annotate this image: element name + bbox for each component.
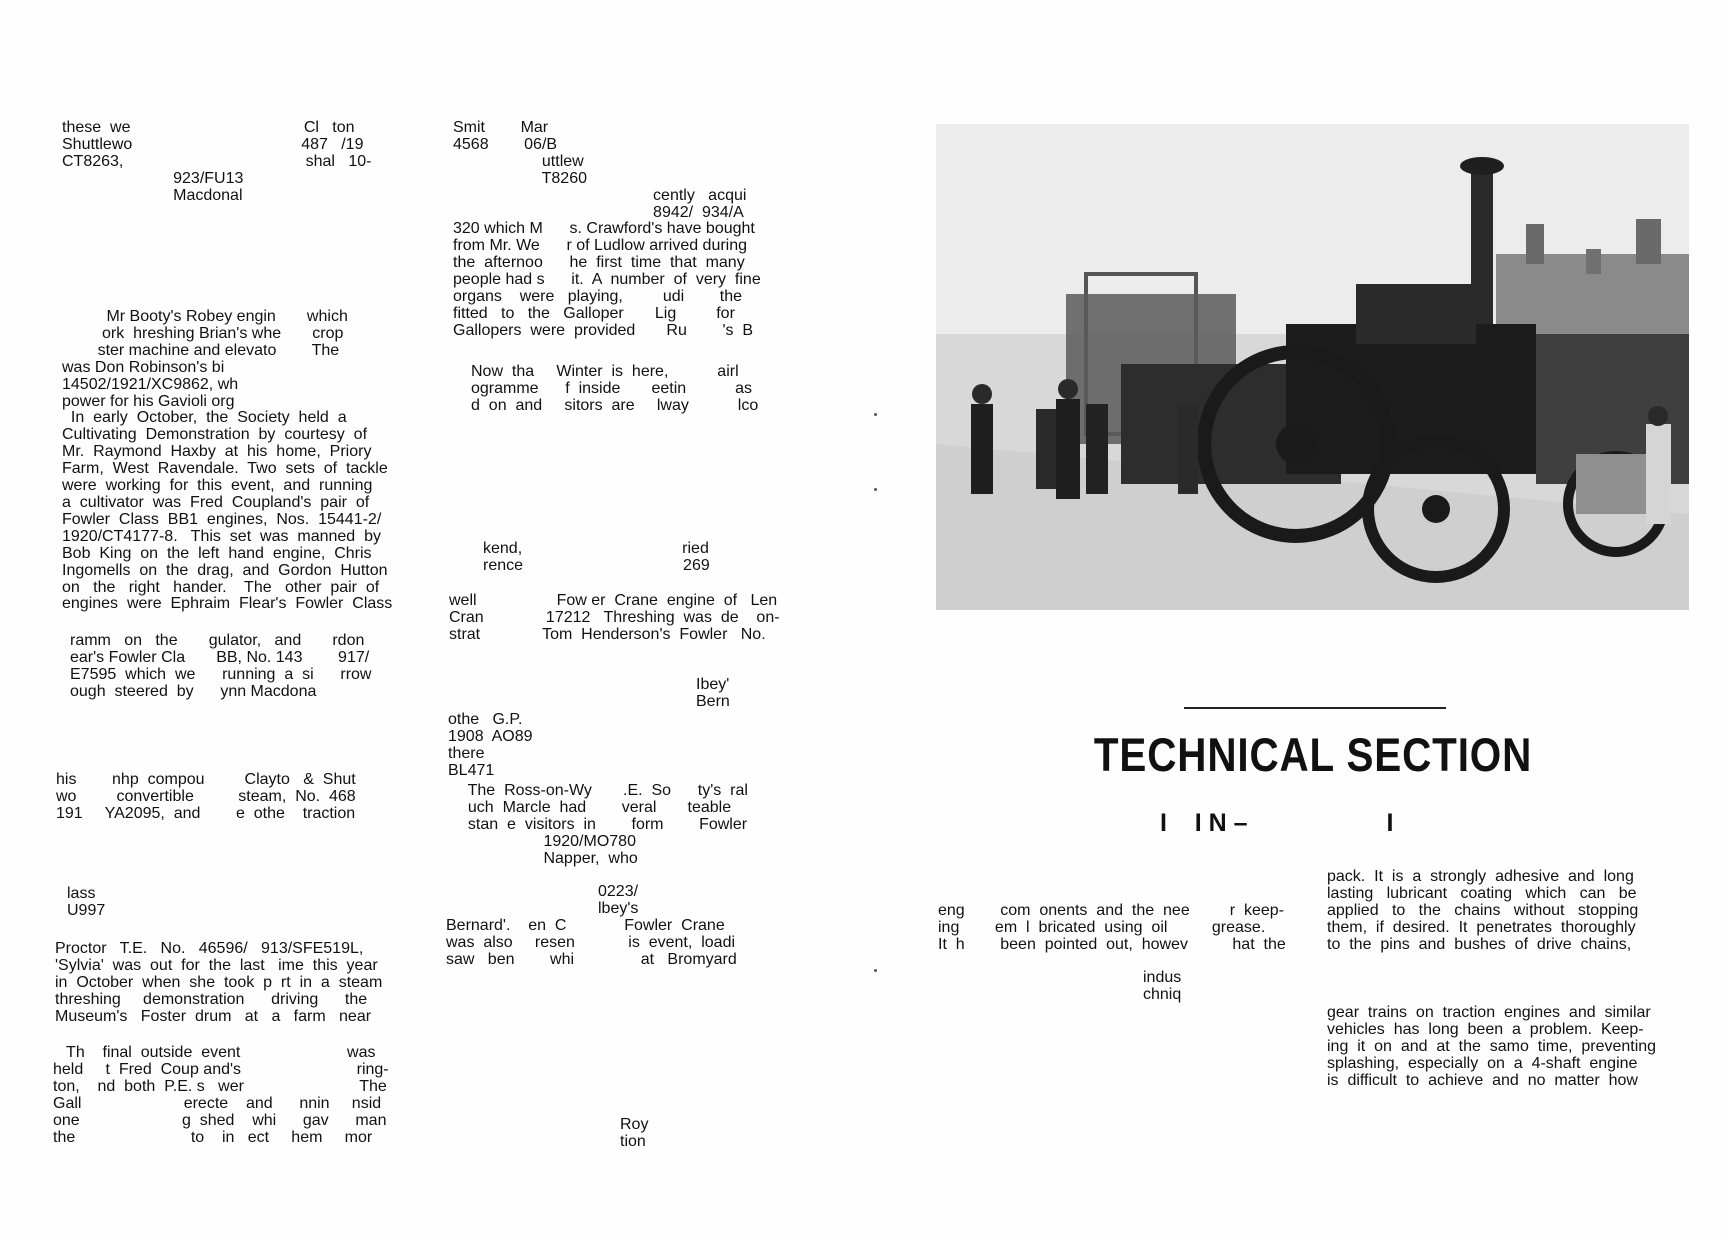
text-line: eng com onents and the nee r keep- xyxy=(938,902,1284,919)
text-line: one g shed whi gav man xyxy=(53,1111,387,1129)
text-line: lbey's xyxy=(598,899,639,917)
text-line: kend, ried xyxy=(483,540,709,557)
text-fragment-kend-rence xyxy=(483,541,710,575)
text-line: threshing demonstration driving the xyxy=(55,990,368,1008)
text-line: was also resen is event, loadi xyxy=(446,933,736,951)
text-line: Macdonal xyxy=(62,186,243,204)
text-fragment-ibey-bern xyxy=(696,677,730,711)
text-line: indus xyxy=(1143,969,1182,986)
text-line: on the right hander. The other pair of xyxy=(62,578,380,596)
traction-engine-photo xyxy=(936,124,1689,610)
text-line: there xyxy=(448,744,485,762)
text-line: were working for this event, and running xyxy=(62,477,373,495)
text-line: ton, nd both P.E. s wer The xyxy=(53,1077,387,1095)
text-fragment-roy-tion xyxy=(620,1117,648,1151)
scan-speck xyxy=(874,488,877,491)
text-line: Napper, who xyxy=(459,849,638,867)
text-line: Gallopers were provided Ru 's B xyxy=(453,321,754,339)
text-line: people had s it. A number of very fine xyxy=(453,271,761,289)
text-line: pack. It is a strongly adhesive and long xyxy=(1327,868,1634,885)
text-line: ster machine and elevato The xyxy=(62,341,340,359)
text-line: chniq xyxy=(1143,985,1182,1003)
text-line: 320 which M s. Crawford's have bought xyxy=(453,220,755,238)
text-line: othe G.P. xyxy=(448,711,523,728)
text-line: 'Sylvia' was out for the last ime this year xyxy=(55,956,378,974)
text-line: Now tha Winter is here, airl xyxy=(471,363,739,380)
text-line: Shuttlewo 487 /19 xyxy=(62,135,364,153)
text-fragment-crane-engine xyxy=(449,593,780,644)
text-fragment-lass xyxy=(67,886,105,920)
text-line: U997 xyxy=(67,901,106,919)
text-line: stan e visitors in form Fowler xyxy=(459,815,748,833)
text-line: was Don Robinson's bi xyxy=(62,358,225,376)
text-line: strat Tom Henderson's Fowler No. xyxy=(449,625,766,643)
text-line: uttlew xyxy=(453,152,584,170)
text-fragment-smit-mar xyxy=(453,120,761,340)
text-line: ough steered by ynn Macdona xyxy=(70,682,317,700)
text-line: ogramme f inside eetin as xyxy=(471,379,752,397)
text-line: Mr Booty's Robey engin which xyxy=(62,308,348,325)
text-line: ramm on the gulator, and rdon xyxy=(70,632,365,649)
text-fragment-indus-chniq xyxy=(1143,970,1181,1004)
text-line: Smit Mar xyxy=(453,119,549,136)
text-fragment-nhp-compound xyxy=(56,772,356,823)
text-line: The Ross-on-Wy .E. So ty's ral xyxy=(459,782,748,799)
text-line: ing it on and at the samo time, preventing xyxy=(1327,1037,1657,1055)
text-line: is difficult to achieve and no matter how xyxy=(1327,1071,1638,1089)
text-line: organs were playing, udi the xyxy=(453,288,743,306)
text-line: cently acqui xyxy=(453,186,747,204)
text-line: 14502/1921/XC9862, wh xyxy=(62,375,239,393)
text-line: gear trains on traction engines and similar xyxy=(1327,1004,1651,1021)
text-line: a cultivator was Fred Coupland's pair of xyxy=(62,493,370,511)
text-line: rence 269 xyxy=(483,556,710,574)
scan-speck xyxy=(874,969,877,972)
text-line: Bernard'. en C Fowler Crane xyxy=(446,917,725,934)
text-line: them, if desired. It penetrates thoroughly xyxy=(1327,918,1636,936)
text-line: Gall erecte and nnin nsid xyxy=(53,1094,382,1112)
text-fragment-these-we xyxy=(62,120,371,205)
text-line: Cultivating Demonstration by courtesy of xyxy=(62,426,368,444)
text-line: wo convertible steam, No. 468 xyxy=(56,787,356,805)
text-line: 1920/MO780 xyxy=(459,832,636,850)
text-line: to the pins and bushes of drive chains, xyxy=(1327,935,1632,953)
text-fragment-ross-on-wye xyxy=(459,783,748,868)
section-rule xyxy=(1184,707,1446,709)
text-line: Mr. Raymond Haxby at his home, Priory xyxy=(62,443,372,461)
text-line: Cran 17212 Threshing was de on- xyxy=(449,608,780,626)
text-line: vehicles has long been a problem. Keep- xyxy=(1327,1020,1644,1038)
text-line: his nhp compou Clayto & Shut xyxy=(56,771,356,788)
text-line: power for his Gavioli org xyxy=(62,392,235,410)
text-line: Bern xyxy=(696,692,730,710)
text-line: engines were Ephraim Flear's Fowler Class xyxy=(62,595,393,613)
text-line: 8942/ 934/A xyxy=(453,203,744,221)
text-line: lasting lubricant coating which can be xyxy=(1327,884,1637,902)
text-line: Museum's Foster drum at a farm near xyxy=(55,1007,372,1025)
text-fragment-0223 xyxy=(598,884,638,918)
text-line: uch Marcle had veral teable xyxy=(459,798,732,816)
text-line: E7595 which we running a si rrow xyxy=(70,665,372,683)
section-subheading: I I N – I xyxy=(1160,809,1394,837)
text-line: 4568 06/B xyxy=(453,135,558,153)
text-fragment-gp-1908 xyxy=(448,712,533,780)
text-line: well Fow er Crane engine of Len xyxy=(449,592,778,609)
text-line: Fowler Class BB1 engines, Nos. 15441-2/ xyxy=(62,510,382,528)
text-fragment-proctor-sylvia xyxy=(55,941,382,1026)
text-line: Roy xyxy=(620,1116,649,1133)
text-line: Th final outside event was xyxy=(53,1044,376,1061)
text-line: BL471 xyxy=(448,761,495,779)
text-line: lass xyxy=(67,885,96,902)
text-line: the afternoo he first time that many xyxy=(453,254,745,272)
text-line: 191 YA2095, and e othe traction xyxy=(56,804,356,822)
scan-speck xyxy=(874,413,877,416)
text-line: applied to the chains without stopping xyxy=(1327,901,1639,919)
text-line: ork hreshing Brian's whe crop xyxy=(62,324,344,342)
text-line: held t Fred Coup and's ring- xyxy=(53,1060,389,1078)
text-line: ing em l bricated using oil grease. xyxy=(938,918,1266,936)
text-line: It h been pointed out, howev hat the xyxy=(938,935,1286,953)
text-line: d on and sitors are lway lco xyxy=(471,396,759,414)
text-line: 1920/CT4177-8. This set was manned by xyxy=(62,527,381,545)
text-fragment-bernard-bromyard xyxy=(446,918,737,969)
text-fragment-ramm xyxy=(70,633,371,701)
text-line: fitted to the Galloper Lig for xyxy=(453,304,735,322)
text-fragment-final-outside-event xyxy=(53,1045,389,1146)
text-line: Ingomells on the drag, and Gordon Hutton xyxy=(62,561,388,579)
section-title: TECHNICAL SECTION xyxy=(1093,728,1533,781)
text-line: T8260 xyxy=(453,169,587,187)
text-fragment-pack-lubricant xyxy=(1327,869,1638,954)
text-line: ear's Fowler Cla BB, No. 143 917/ xyxy=(70,648,370,666)
text-line: CT8263, shal 10- xyxy=(62,152,372,170)
text-line: Farm, West Ravendale. Two sets of tackle xyxy=(62,460,388,478)
text-line: saw ben whi at Bromyard xyxy=(446,950,737,968)
text-line: splashing, especially on a 4-shaft engine xyxy=(1327,1054,1638,1072)
text-fragment-winter xyxy=(471,364,758,415)
text-fragment-booty-robey xyxy=(62,309,392,613)
text-line: the to in ect hem mor xyxy=(53,1128,373,1146)
text-fragment-components xyxy=(938,903,1286,954)
text-line: 1908 AO89 xyxy=(448,727,533,745)
text-line: in October when she took p rt in a steam xyxy=(55,973,383,991)
text-line: Proctor T.E. No. 46596/ 913/SFE519L, xyxy=(55,940,364,957)
text-line: Ibey' xyxy=(696,676,730,693)
text-line: tion xyxy=(620,1132,646,1150)
text-line: from Mr. We r of Ludlow arrived during xyxy=(453,237,748,255)
text-line: these we Cl ton xyxy=(62,119,355,136)
text-line: Bob King on the left hand engine, Chris xyxy=(62,544,372,562)
text-line: 923/FU13 xyxy=(62,169,244,187)
text-fragment-gear-trains xyxy=(1327,1005,1656,1090)
text-line: 0223/ xyxy=(598,883,639,900)
text-line: In early October, the Society held a xyxy=(62,409,347,427)
